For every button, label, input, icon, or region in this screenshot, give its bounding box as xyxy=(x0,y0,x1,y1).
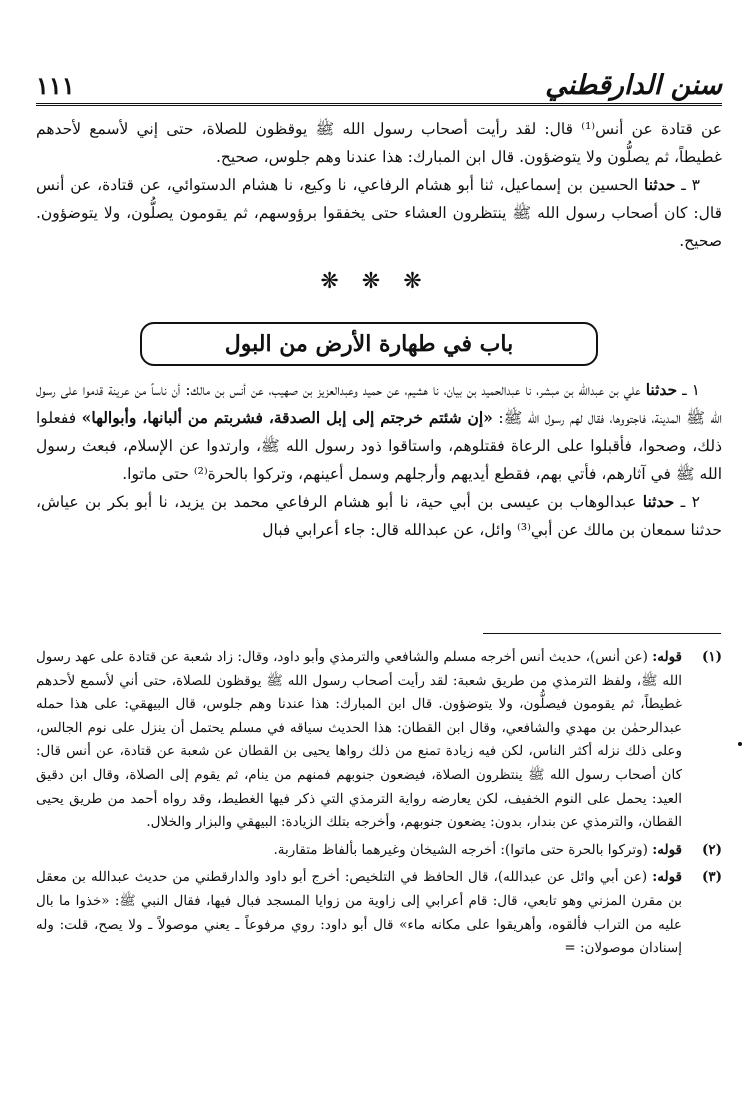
narration-lead: حدثنا xyxy=(642,492,675,511)
section-divider: ❋ ❋ ❋ xyxy=(320,269,430,294)
footnote-number: (٣) xyxy=(701,869,722,886)
narration-lead: حدثنا xyxy=(645,380,678,399)
page-number: ١١١ xyxy=(36,71,75,100)
footnote-text xyxy=(36,839,682,863)
footnote-label: قوله: xyxy=(652,649,682,665)
footnote-number: (٢) xyxy=(701,841,722,858)
scan-mark xyxy=(738,742,742,746)
narration-lead: حدثنا xyxy=(643,175,676,194)
footnote-body: (عن أنس)، حديث أنس أخرجه مسلم والشافعي والترمذي وأبو داود، وقال: زاد شعبة عن قتادة على عهد رسول الله ﷺ، ولفظ الترمذي من طريق شعبة: لقد رأيت أصحاب رسول الله ﷺ يوقظون للصلاة، حتى أني لأسمع لأحدهم غطيطاً، ثم يقومون فيصلُّون، ولا يتوضؤون. قال ابن المبارك: هذا عندنا وهم جلوس، قال البيهقي: على هذا حمله عبدالرحمٰن بن مهدي والشافعي، وقال ابن القطان: هذا الحديث سياقه في مسلم يحتمل أن ينزل على نوم الجالس، وعلى ذلك نزله أكثر الناس، لكن فيه زيادة تمنع من ذلك رواها يحيى بن القطان عن شعبة عن قتادة، عن أنس قال: كان أصحاب رسول الله ﷺ ينتظرون الصلاة، فيضعون جنوبهم فمنهم من ينام، ثم يقوم إلى الصلاة، وقال ابن دقيق العيد: يحمل على النوم الخفيف، لكن يعارضه رواية الترمذي التي ذكر فيها الغطيط، وقد رواه أحمد من طريق يحيى القطان، والترمذي عن بندار، بدون: يضعون جنوبهم، وأخرجه بتلك الزيادة: البيهقي والبزار والخلال. xyxy=(36,649,682,831)
chapter-heading-box xyxy=(140,322,598,366)
chapter-text-block xyxy=(36,376,722,544)
top-text-block xyxy=(36,115,722,255)
paragraph-text: ففعلوا ذلك، وصحوا، فأقبلوا على الرعاة فقتلوهم، واستاقوا ذود رسول الله ﷺ، وارتدوا عن الإسلام، فبعث رسول الله ﷺ في آثارهم، فأتي بهم، فقطع أيديهم وأرجلهم وسمل أعينهم، وتركوا بالحرة⁽²⁾ حتى ماتوا. xyxy=(36,409,722,483)
page-header xyxy=(36,66,722,106)
paragraph xyxy=(36,488,722,544)
hadith-quote: «إن شئتم خرجتم إلى إبل الصدقة، فشربتم من ألبانها، وأبوالها» xyxy=(81,408,493,427)
header-rule xyxy=(36,103,722,106)
paragraph xyxy=(36,171,722,255)
running-title: سنن الدارقطني xyxy=(545,70,722,101)
paragraph: عن قتادة عن أنس⁽¹⁾ قال: لقد رأيت أصحاب رسول الله ﷺ يوقظون للصلاة، حتى إني لأسمع لأحدهم غطيطاً، ثم يصلُّون ولا يتوضؤون. قال ابن المبارك: هذا عندنا وهم جلوس، صحيح. xyxy=(36,120,722,166)
footnote-text xyxy=(36,866,682,960)
footnote-body: (عن أبي وائل عن عبدالله)، قال الحافظ في التلخيص: أخرج أبو داود والدارقطني من حديث عبدالله بن معقل بن مقرن المزني وهو تابعي، قال: قام أعرابي إلى زاوية من زوايا المسجد فبال فيها، فقال النبي ﷺ: «خذوا ما بال عليه من التراب فألقوه، وأهريقوا على مكانه ماء» قال أبو داود: روي مرفوعاً ـ يعني موصولاً ـ ولا يصح، قلت: وله إسنادان موصولان: = xyxy=(36,869,682,957)
footnote-rule xyxy=(483,633,721,634)
footnote-text xyxy=(36,646,682,835)
footnote-body: (وتركوا بالحرة حتى ماتوا): أخرجه الشيخان وغيرهما بألفاظ متقاربة. xyxy=(273,841,648,858)
hadith-number: ١ ـ xyxy=(682,381,700,399)
footnote-label: قوله: xyxy=(652,841,682,858)
hadith-number: ٣ ـ xyxy=(681,176,700,194)
chapter-title: باب في طهارة الأرض من البول xyxy=(224,331,514,357)
footnote xyxy=(36,839,722,863)
paragraph-text: علي بن عبدالله بن مبشر، نا عبدالحميد بن بيان، نا هشيم، عن حميد وعبدالعزيز بن صهيب، عن أنس بن مالك: أن ناساً من عرينة قدموا على رسول الله ﷺ المدينة، فاجتووها، فقال لهم رسول الله ﷺ: xyxy=(36,381,723,427)
paragraph-text: الحسين بن إسماعيل، ثنا أبو هشام الرفاعي، نا وكيع، نا هشام الدستوائي، عن قتادة، عن أنس قال: كان أصحاب رسول الله ﷺ ينتظرون العشاء حتى يخفقوا برؤوسهم، ثم يقومون يصلُّون، ولا يتوضؤون. صحيح. xyxy=(36,176,722,250)
footnotes xyxy=(36,646,722,965)
footnote xyxy=(36,646,722,835)
paragraph-text: عبدالوهاب بن عيسى بن أبي حية، نا أبو هشام الرفاعي محمد بن يزيد، نا أبو بكر بن عياش، حدثنا سمعان بن مالك عن أبي⁽³⁾ وائل، عن عبدالله قال: جاء أعرابي فبال xyxy=(36,493,722,539)
footnote xyxy=(36,866,722,960)
paragraph xyxy=(36,376,722,488)
footnote-number: (١) xyxy=(701,649,722,665)
hadith-number: ٢ ـ xyxy=(680,493,700,511)
footnote-label: قوله: xyxy=(652,869,682,886)
